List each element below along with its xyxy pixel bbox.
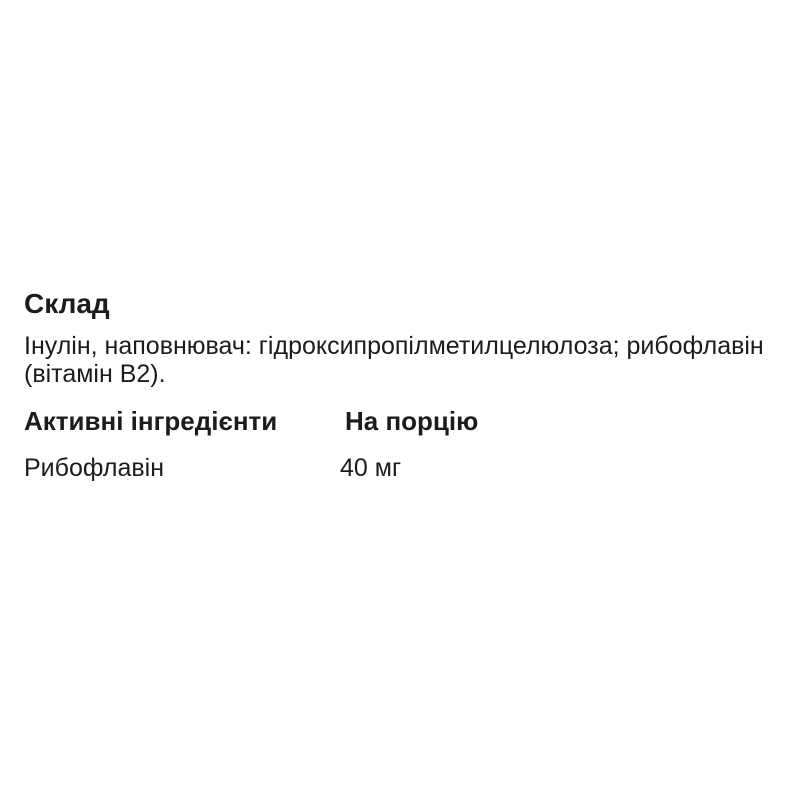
ingredient-amount: 40 мг	[340, 454, 402, 482]
composition-description-line-1: Інулін, наповнювач: гідроксипропілметилцелюлоза; рибофлавін	[24, 332, 764, 360]
ingredient-column-header: Активні інгредієнти	[24, 406, 278, 436]
composition-description	[24, 332, 764, 388]
ingredient-name: Рибофлавін	[24, 454, 165, 482]
composition-heading: Склад	[24, 288, 110, 319]
composition-description-line-2: (вітамін В2).	[24, 360, 166, 388]
table-header-row	[24, 406, 479, 436]
per-serving-column-header: На порцію	[345, 406, 479, 436]
table-row	[24, 453, 402, 483]
